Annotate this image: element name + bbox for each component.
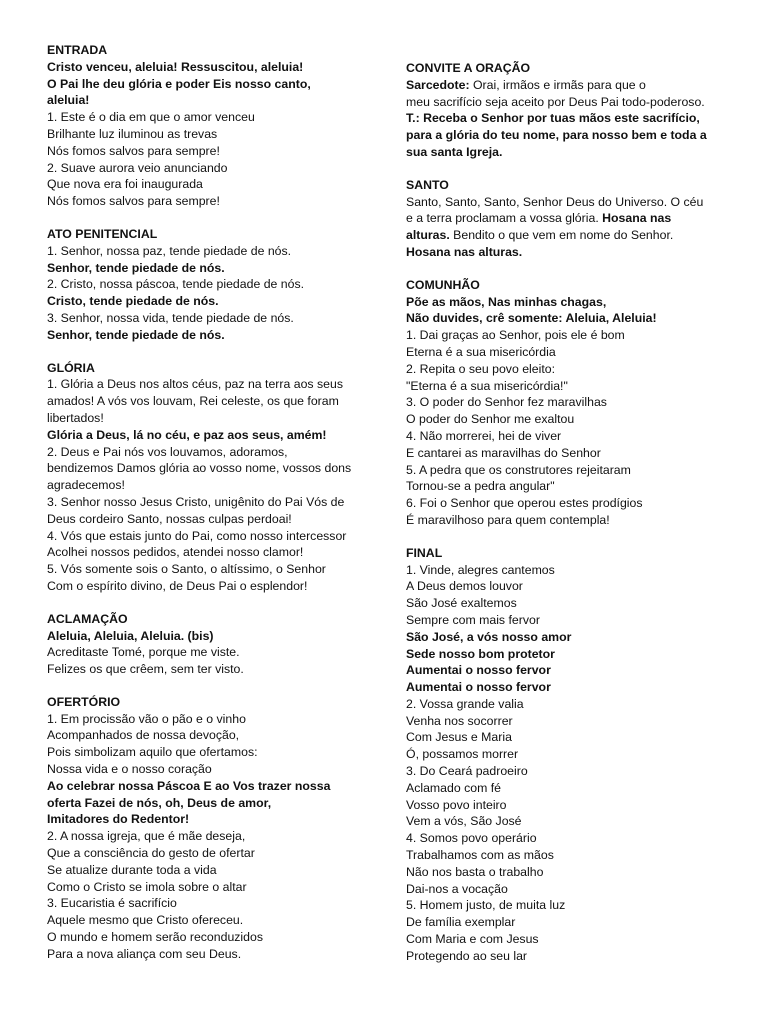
text-line: É maravilhoso para quem contempla!: [406, 512, 610, 527]
bold-text: Sarcedote:: [406, 77, 470, 92]
text-line: Que a consciência do gesto de ofertar: [47, 846, 255, 861]
text-line: 3. Senhor nosso Jesus Cristo, unigênito do Pai Vós de: [47, 494, 345, 509]
text-line: 4. Somos povo operário: [406, 831, 537, 846]
text-line: Dai-nos a vocação: [406, 881, 508, 896]
text-line: 1. Glória a Deus nos altos céus, paz na terra aos seus: [47, 377, 343, 392]
text-line: 1. Vinde, alegres cantemos: [406, 562, 555, 577]
text-line: [406, 210, 726, 227]
section-ofertorio: [47, 694, 367, 963]
text-line: sua santa Igreja.: [406, 144, 503, 159]
text-line: Brilhante luz iluminou as trevas: [47, 126, 218, 141]
text-line: Põe as mãos, Nas minhas chagas,: [406, 294, 607, 309]
text-line: O poder do Senhor me exaltou: [406, 412, 575, 427]
section-heading: SANTO: [406, 177, 449, 192]
text-line: Deus cordeiro Santo, nossas culpas perdoai!: [47, 511, 292, 526]
text-line: Aumentai o nosso fervor: [406, 663, 551, 678]
right-column: [406, 60, 726, 981]
text-line: Senhor, tende piedade de nós.: [47, 327, 225, 342]
section-heading: ENTRADA: [47, 43, 108, 57]
text-line: Cristo, tende piedade de nós.: [47, 294, 219, 309]
text-line: Nós fomos salvos para sempre!: [47, 143, 220, 158]
text-line: De família exemplar: [406, 915, 516, 930]
text-line: 1. Em procissão vão o pão e o vinho: [47, 711, 246, 726]
text-line: E cantarei as maravilhas do Senhor: [406, 445, 601, 460]
text-line: 1. Dai graças ao Senhor, pois ele é bom: [406, 328, 625, 343]
section-heading: GLÓRIA: [47, 360, 95, 375]
text-line: Se atualize durante toda a vida: [47, 862, 217, 877]
text-line: São José, a vós nosso amor: [406, 629, 572, 644]
text-line: Tornou-se a pedra angular": [406, 479, 555, 494]
text-line: Felizes os que crêem, sem ter visto.: [47, 662, 244, 677]
text-line: Senhor, tende piedade de nós.: [47, 260, 225, 275]
section-heading: ATO PENITENCIAL: [47, 226, 158, 241]
text-line: Venha nos socorrer: [406, 713, 513, 728]
text-line: Nós fomos salvos para sempre!: [47, 194, 220, 209]
text-line: libertados!: [47, 410, 104, 425]
left-column: [47, 42, 367, 979]
text-line: Cristo venceu, aleluia! Ressuscitou, aleluia!: [47, 59, 304, 74]
text-line: Aleluia, Aleluia, Aleluia. (bis): [47, 628, 214, 643]
text-line: Para a nova aliança com seu Deus.: [47, 946, 242, 961]
section-convite-a-oracao: [406, 60, 726, 161]
text-line: "Eterna é a sua misericórdia!": [406, 378, 568, 393]
plain-text: Bendito o que vem em nome do Senhor.: [449, 228, 674, 243]
text-line: 6. Foi o Senhor que operou estes prodígios: [406, 496, 643, 511]
text-line: O Pai lhe deu glória e poder Eis nosso canto,: [47, 76, 311, 91]
text-line: 2. Deus e Pai nós vos louvamos, adoramos,: [47, 444, 288, 459]
section-heading: ACLAMAÇÃO: [47, 611, 128, 626]
section-ato-penitencial: [47, 226, 367, 344]
text-line: Hosana nas alturas.: [406, 244, 523, 259]
text-line: 5. Homem justo, de muita luz: [406, 898, 566, 913]
text-line: aleluia!: [47, 93, 90, 108]
text-line: Vosso povo inteiro: [406, 797, 507, 812]
text-line: Com Maria e com Jesus: [406, 932, 539, 947]
section-gloria: [47, 360, 367, 595]
text-line: para a glória do teu nome, para nosso bem e toda a: [406, 128, 707, 143]
text-line: [406, 77, 726, 94]
text-line: São José exaltemos: [406, 596, 517, 611]
section-heading: OFERTÓRIO: [47, 694, 121, 709]
plain-text: Orai, irmãos e irmãs para que o: [469, 77, 646, 92]
text-line: meu sacrifício seja aceito por Deus Pai todo-poderoso.: [406, 94, 705, 109]
section-entrada: [47, 42, 367, 210]
text-line: Que nova era foi inaugurada: [47, 177, 203, 192]
text-line: Santo, Santo, Santo, Senhor Deus do Universo. O céu: [406, 194, 704, 209]
text-line: Protegendo ao seu lar: [406, 948, 528, 963]
text-line: 3. Eucaristia é sacrifício: [47, 896, 177, 911]
text-line: Ó, possamos morrer: [406, 747, 519, 762]
text-line: 2. Cristo, nossa páscoa, tende piedade de nós.: [47, 277, 305, 292]
text-line: Não duvides, crê somente: Aleluia, Aleluia!: [406, 311, 657, 326]
section-santo: [406, 177, 726, 261]
text-line: Imitadores do Redentor!: [47, 812, 190, 827]
text-line: 4. Não morrerei, hei de viver: [406, 428, 562, 443]
text-line: Aquele mesmo que Cristo ofereceu.: [47, 913, 244, 928]
text-line: 2. Vossa grande valia: [406, 696, 524, 711]
text-line: O mundo e homem serão reconduzidos: [47, 930, 263, 945]
text-line: 4. Vós que estais junto do Pai, como nosso intercessor: [47, 528, 347, 543]
text-line: Sempre com mais fervor: [406, 612, 540, 627]
text-line: Com Jesus e Maria: [406, 730, 512, 745]
plain-text: e a terra proclamam a vossa glória.: [406, 211, 603, 226]
text-line: amados! A vós vos louvam, Rei celeste, os que foram: [47, 394, 339, 409]
text-line: 2. A nossa igreja, que é mãe deseja,: [47, 829, 246, 844]
text-line: Com o espírito divino, de Deus Pai o esplendor!: [47, 578, 308, 593]
text-line: oferta Fazei de nós, oh, Deus de amor,: [47, 795, 272, 810]
section-heading: CONVITE A ORAÇÃO: [406, 61, 531, 75]
text-line: Aclamado com fé: [406, 780, 502, 795]
text-line: Glória a Deus, lá no céu, e paz aos seus, amém!: [47, 427, 327, 442]
text-line: Trabalhamos com as mãos: [406, 848, 554, 863]
text-line: 3. Do Ceará padroeiro: [406, 764, 528, 779]
text-line: 2. Suave aurora veio anunciando: [47, 160, 228, 175]
section-comunhao: [406, 277, 726, 529]
text-line: Pois simbolizam aquilo que ofertamos:: [47, 745, 258, 760]
bold-text: Hosana nas: [602, 211, 672, 226]
text-line: Eterna é a sua misericórdia: [406, 344, 556, 359]
text-line: [406, 227, 726, 244]
text-line: 1. Senhor, nossa paz, tende piedade de nós.: [47, 243, 292, 258]
section-heading: FINAL: [406, 545, 443, 560]
text-line: Aumentai o nosso fervor: [406, 680, 551, 695]
text-line: bendizemos Damos glória ao vosso nome, vossos dons: [47, 461, 352, 476]
section-heading: COMUNHÃO: [406, 277, 480, 292]
text-line: 1. Este é o dia em que o amor venceu: [47, 110, 255, 125]
text-line: agradecemos!: [47, 478, 125, 493]
text-line: Acompanhados de nossa devoção,: [47, 728, 240, 743]
text-line: Ao celebrar nossa Páscoa E ao Vos trazer nossa: [47, 778, 331, 793]
text-line: Acreditaste Tomé, porque me viste.: [47, 645, 240, 660]
text-line: Vem a vós, São José: [406, 814, 522, 829]
text-line: 5. A pedra que os construtores rejeitaram: [406, 462, 631, 477]
text-line: 3. O poder do Senhor fez maravilhas: [406, 395, 607, 410]
text-line: Não nos basta o trabalho: [406, 864, 544, 879]
text-line: Nossa vida e o nosso coração: [47, 762, 212, 777]
bold-text: alturas.: [406, 228, 450, 243]
section-final: [406, 545, 726, 965]
text-line: 3. Senhor, nossa vida, tende piedade de nós.: [47, 310, 294, 325]
text-line: A Deus demos louvor: [406, 579, 523, 594]
section-aclamacao: [47, 611, 367, 678]
text-line: Como o Cristo se imola sobre o altar: [47, 879, 247, 894]
text-line: Acolhei nossos pedidos, atendei nosso clamor!: [47, 545, 304, 560]
text-line: T.: Receba o Senhor por tuas mãos este sacrifício,: [406, 111, 700, 126]
text-line: Sede nosso bom protetor: [406, 646, 555, 661]
text-line: 5. Vós somente sois o Santo, o altíssimo, o Senhor: [47, 562, 326, 577]
text-line: 2. Repita o seu povo eleito:: [406, 361, 556, 376]
